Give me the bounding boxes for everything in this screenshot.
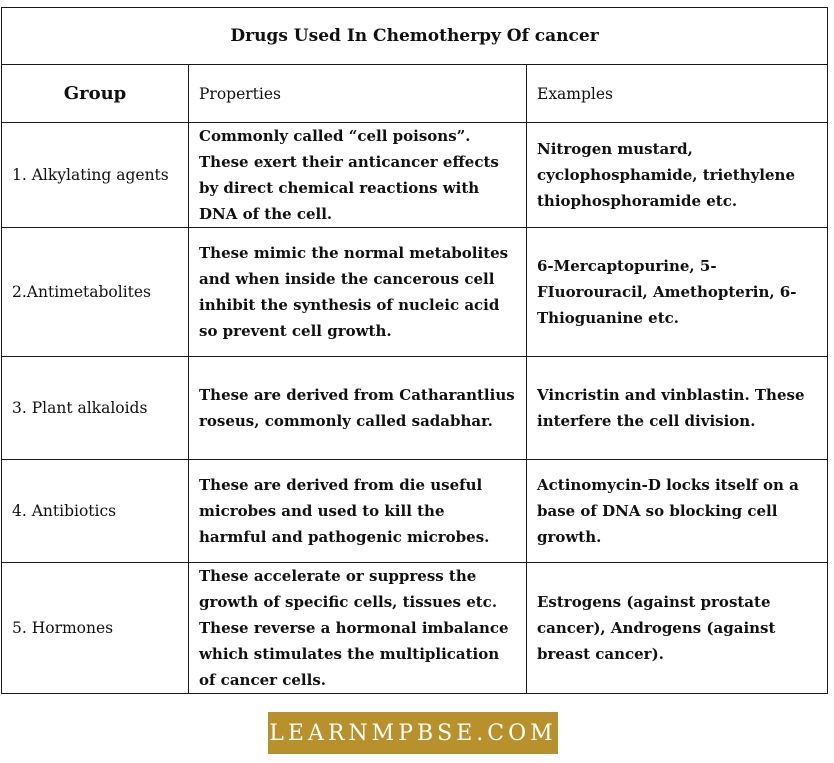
cell-properties: These are derived from Catharantlius roseus, commonly called sadabhar. xyxy=(189,357,527,460)
header-examples: Examples xyxy=(527,65,828,123)
cell-examples: Estrogens (against prostate cancer), Androgens (against breast cancer). xyxy=(527,563,828,694)
cell-properties: These mimic the normal metabolites and when inside the cancerous cell inhibit the synthesis of nucleic acid so prevent cell growth. xyxy=(189,228,527,357)
table-row xyxy=(2,123,828,228)
table-header-row xyxy=(2,65,828,123)
chemotherapy-drugs-table xyxy=(1,7,828,694)
cell-examples: Nitrogen mustard, cyclophosphamide, triethylene thiophosphoramide etc. xyxy=(527,123,828,228)
cell-examples: Vincristin and vinblastin. These interfere the cell division. xyxy=(527,357,828,460)
table-row xyxy=(2,357,828,460)
table-row xyxy=(2,563,828,694)
cell-examples: 6-Mercaptopurine, 5-FIuorouracil, Amethopterin, 6- Thioguanine etc. xyxy=(527,228,828,357)
table-row xyxy=(2,460,828,563)
cell-group: 5. Hormones xyxy=(2,563,189,694)
cell-group: 3. Plant alkaloids xyxy=(2,357,189,460)
cell-properties: These are derived from die useful microbes and used to kill the harmful and pathogenic microbes. xyxy=(189,460,527,563)
cell-properties: These accelerate or suppress the growth of specific cells, tissues etc. These reverse a hormonal imbalance which stimulates the multiplication of cancer cells. xyxy=(189,563,527,694)
header-group: Group xyxy=(2,65,189,123)
table-row xyxy=(2,228,828,357)
table-title-row xyxy=(2,8,828,65)
cell-properties: Commonly called “cell poisons”. These exert their anticancer effects by direct chemical reactions with DNA of the cell. xyxy=(189,123,527,228)
cell-group: 1. Alkylating agents xyxy=(2,123,189,228)
header-properties: Properties xyxy=(189,65,527,123)
cell-group: 2.Antimetabolites xyxy=(2,228,189,357)
cell-group: 4. Antibiotics xyxy=(2,460,189,563)
table-title: Drugs Used In Chemotherpy Of cancer xyxy=(2,8,828,65)
site-watermark: LEARNMPBSE.COM xyxy=(268,712,558,754)
cell-examples: Actinomycin-D locks itself on a base of DNA so blocking cell growth. xyxy=(527,460,828,563)
